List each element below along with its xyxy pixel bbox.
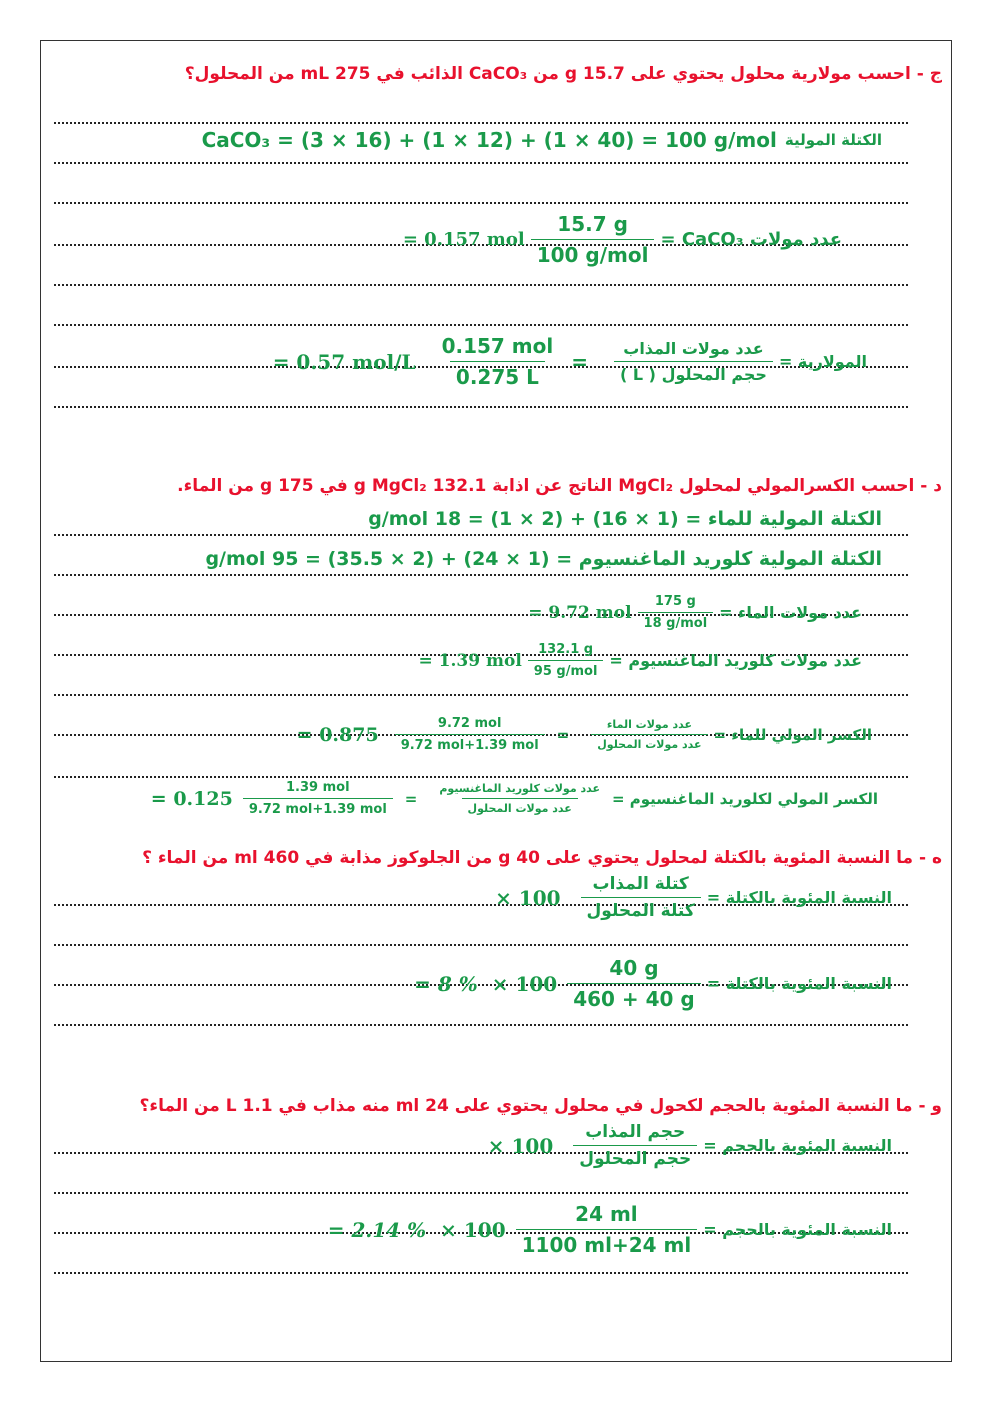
molarity-equation xyxy=(273,334,867,389)
xm-denominator: 9.72 mol+1.39 mol xyxy=(243,798,393,817)
mole-fraction-mgcl2-equation xyxy=(151,780,878,817)
moles-result: = 0.157 mol xyxy=(402,229,525,250)
xm-word-fraction xyxy=(433,782,606,815)
answer-line xyxy=(54,1192,908,1194)
moles-fraction xyxy=(531,212,655,267)
molarity-denominator: 0.275 L xyxy=(450,361,545,389)
xw-word-denominator: عدد مولات المحلول xyxy=(591,734,707,751)
answer-line xyxy=(54,776,908,778)
mg-moles-equation xyxy=(419,642,862,679)
mass-percent-label: النسبة المئوية بالكتلة = xyxy=(706,888,892,907)
mass-percent-times: × 100 xyxy=(495,885,561,910)
molarity-word-fraction xyxy=(614,339,773,384)
mass-percent-word-fraction xyxy=(581,874,701,921)
molarity-label: المولارية = xyxy=(778,352,867,371)
mass-percent-calc-times: × 100 xyxy=(491,971,558,996)
water-moles-fraction xyxy=(638,594,714,631)
answer-line xyxy=(54,1272,908,1274)
mg-moles-denominator: 95 g/mol xyxy=(528,660,604,679)
xw-numerator: 9.72 mol xyxy=(437,716,502,731)
xw-word-numerator: عدد مولات الماء xyxy=(606,718,692,731)
mgcl2-molar-mass: الكتلة المولية كلوريد الماغنسيوم = (1 × 24) + (2 × 35.5) = 95 g/mol xyxy=(205,548,882,570)
question-f: و - ما النسبة المئوية بالحجم لكحول في محلول يحتوي على 24 ml منه مذاب في 1.1 L من الماء؟ xyxy=(139,1096,942,1116)
question-d: د - احسب الكسرالمولي لمحلول MgCl₂ الناتج عن اذابة 132.1 g MgCl₂ في 175 g من الماء. xyxy=(177,476,942,496)
volume-percent-times: × 100 xyxy=(487,1133,554,1158)
volume-percent-calc xyxy=(328,1202,892,1257)
mg-moles-numerator: 132.1 g xyxy=(538,642,594,657)
water-moles-label: عدد مولات الماء = xyxy=(719,603,862,622)
volume-percent-word-numerator: حجم المذاب xyxy=(585,1122,686,1142)
xw-equals: = xyxy=(556,725,570,744)
xw-result: = 0.875 xyxy=(296,723,379,746)
mole-fraction-water-equation xyxy=(297,716,872,753)
question-e: ه - ما النسبة المئوية بالكتلة لمحلول يحتوي على 40 g من الجلوكوز مذابة في 460 ml من الماء ؟ xyxy=(142,848,942,868)
answer-line xyxy=(54,574,908,576)
answer-line xyxy=(54,162,908,164)
xm-word-denominator: عدد مولات المحلول xyxy=(462,798,578,815)
volume-percent-formula xyxy=(488,1122,892,1169)
answer-line xyxy=(54,944,908,946)
molarity-value-fraction xyxy=(436,334,560,389)
xm-label: الكسر المولي لكلوريد الماغنسيوم = xyxy=(611,789,878,808)
xw-label: الكسر المولي للماء = xyxy=(713,725,872,744)
question-c: ج - احسب مولارية محلول يحتوي على 15.7 g من CaCO₃ الذائب في 275 mL من المحلول؟ xyxy=(184,64,942,84)
xm-word-numerator: عدد مولات كلوريد الماغنسيوم xyxy=(439,782,600,795)
mass-percent-result: = 8 % xyxy=(414,971,478,996)
mass-percent-word-denominator: كتلة المحلول xyxy=(581,897,701,921)
answer-line xyxy=(54,1024,908,1026)
mg-moles-label: عدد مولات كلوريد الماغنسيوم = xyxy=(609,651,862,670)
volume-percent-word-denominator: حجم المحلول xyxy=(573,1145,697,1169)
molar-mass-caco3 xyxy=(202,128,882,152)
water-moles-result: = 9.72 mol xyxy=(528,602,632,623)
mass-percent-denominator: 460 + 40 g xyxy=(567,983,701,1011)
water-molar-mass: الكتلة المولية للماء = (1 × 16) + (2 × 1) = 18 g/mol xyxy=(368,508,882,530)
volume-percent-calc-times: × 100 xyxy=(440,1217,506,1242)
water-moles-equation xyxy=(528,594,862,631)
mass-percent-numerator: 40 g xyxy=(609,956,659,980)
mass-percent-formula xyxy=(495,874,892,921)
moles-denominator: 100 g/mol xyxy=(531,239,655,267)
xm-numerator: 1.39 mol xyxy=(286,780,350,795)
answer-line xyxy=(54,694,908,696)
mg-moles-result: = 1.39 mol xyxy=(418,650,522,671)
xm-equals: = xyxy=(404,789,418,808)
mg-moles-fraction xyxy=(528,642,604,679)
answer-line xyxy=(54,324,908,326)
volume-percent-value-fraction xyxy=(516,1202,698,1257)
volume-percent-denominator: 1100 ml+24 ml xyxy=(516,1229,698,1257)
mass-percent-calc xyxy=(414,956,892,1011)
xw-word-fraction xyxy=(591,718,707,751)
xw-value-fraction xyxy=(395,716,545,753)
molarity-word-numerator: عدد مولات المذاب xyxy=(623,339,764,358)
answer-line xyxy=(54,122,908,124)
molar-mass-label: الكتلة المولية xyxy=(784,131,882,149)
moles-label: عدد مولات CaCO₃ = xyxy=(660,229,842,250)
molarity-numerator: 0.157 mol xyxy=(441,334,554,358)
answer-line xyxy=(54,534,908,536)
volume-percent-numerator: 24 ml xyxy=(575,1202,638,1226)
answer-line xyxy=(54,202,908,204)
mass-percent-value-fraction xyxy=(567,956,701,1011)
volume-percent-label: النسبة المئوية بالحجم = xyxy=(703,1136,892,1155)
molarity-equals: = xyxy=(571,349,589,374)
moles-caco3-equation xyxy=(403,212,842,267)
answer-line xyxy=(54,284,908,286)
mass-percent-word-numerator: كتلة المذاب xyxy=(592,874,689,894)
answer-line xyxy=(54,406,908,408)
volume-percent-calc-label: النسبة المئوية بالحجم = xyxy=(703,1220,892,1239)
volume-percent-word-fraction xyxy=(573,1122,697,1169)
molarity-result: = 0.57 mol/L xyxy=(272,349,416,374)
volume-percent-result: = 2.14 % xyxy=(327,1217,427,1242)
molarity-word-denominator: حجم المحلول ( L ) xyxy=(614,361,773,384)
xw-denominator: 9.72 mol+1.39 mol xyxy=(395,734,545,753)
xm-result: = 0.125 xyxy=(150,787,233,810)
molar-mass-formula: CaCO₃ = (3 × 16) + (1 × 12) + (1 × 40) = 100 g/mol xyxy=(201,128,777,152)
moles-numerator: 15.7 g xyxy=(557,212,628,236)
water-moles-numerator: 175 g xyxy=(654,594,696,609)
water-moles-denominator: 18 g/mol xyxy=(638,612,714,631)
xm-value-fraction xyxy=(243,780,393,817)
mass-percent-calc-label: النسبة المئوية بالكتلة = xyxy=(706,974,892,993)
